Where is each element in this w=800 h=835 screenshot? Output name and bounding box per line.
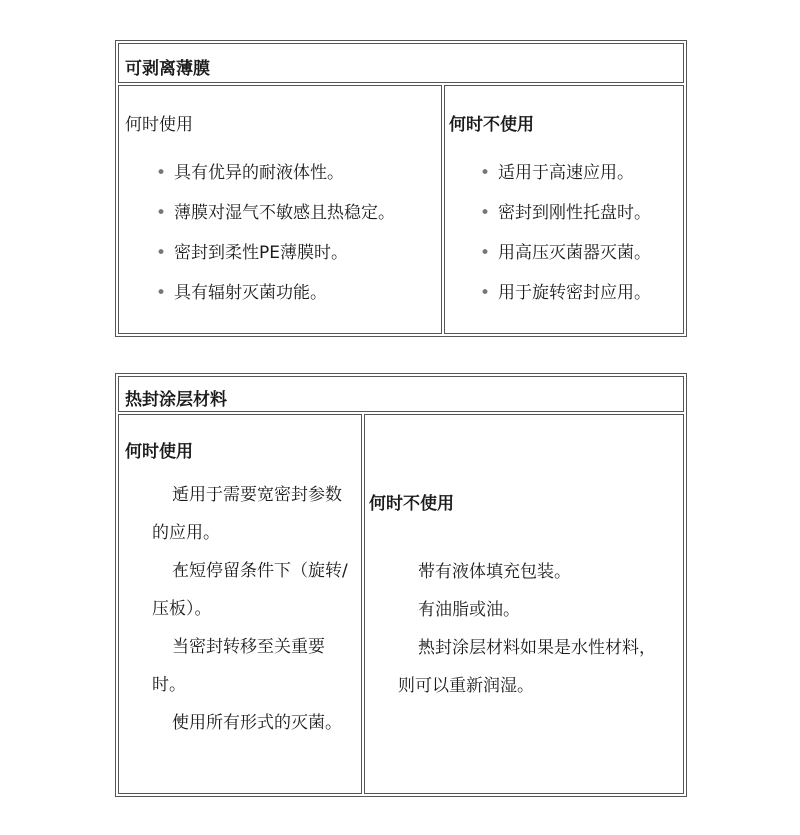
list-item: • 有油脂或油。 — [398, 591, 664, 629]
table2-title-cell — [118, 376, 684, 412]
table2-right-items — [398, 553, 664, 705]
list-item: • 适用于需要宽密封参数的应用。 — [152, 476, 358, 552]
list-item: • 使用所有形式的灭菌。 — [152, 704, 358, 742]
list-item: • 薄膜对湿气不敏感且热稳定。 — [152, 200, 395, 240]
list-item: • 具有优异的耐液体性。 — [152, 160, 395, 200]
table2-right-heading: 何时不使用 — [369, 494, 454, 514]
list-item: • 用高压灭菌器灭菌。 — [476, 240, 651, 280]
list-item: • 密封到柔性PE薄膜时。 — [152, 240, 395, 280]
list-item: • 当密封转移至关重要时。 — [152, 628, 358, 704]
table2-left-items — [152, 476, 358, 742]
table2-title: 热封涂层材料 — [125, 390, 227, 410]
list-item: • 用于旋转密封应用。 — [476, 280, 651, 320]
list-item: • 带有液体填充包装。 — [398, 553, 664, 591]
table1-title: 可剥离薄膜 — [125, 59, 210, 79]
table1-left-heading: 何时使用 — [125, 115, 193, 135]
table1-right-heading: 何时不使用 — [449, 115, 534, 135]
table1-right-items — [476, 160, 651, 320]
list-item: • 密封到刚性托盘时。 — [476, 200, 651, 240]
list-item: • 具有辐射灭菌功能。 — [152, 280, 395, 320]
list-item: • 适用于高速应用。 — [476, 160, 651, 200]
table1-left-items — [152, 160, 395, 320]
list-item: • 热封涂层材料如果是水性材料，则可以重新润湿。 — [398, 629, 664, 705]
table2-left-heading: 何时使用 — [125, 442, 193, 462]
table1-title-cell — [118, 43, 684, 83]
list-item: • 在短停留条件下（旋转/压板）。 — [152, 552, 358, 628]
